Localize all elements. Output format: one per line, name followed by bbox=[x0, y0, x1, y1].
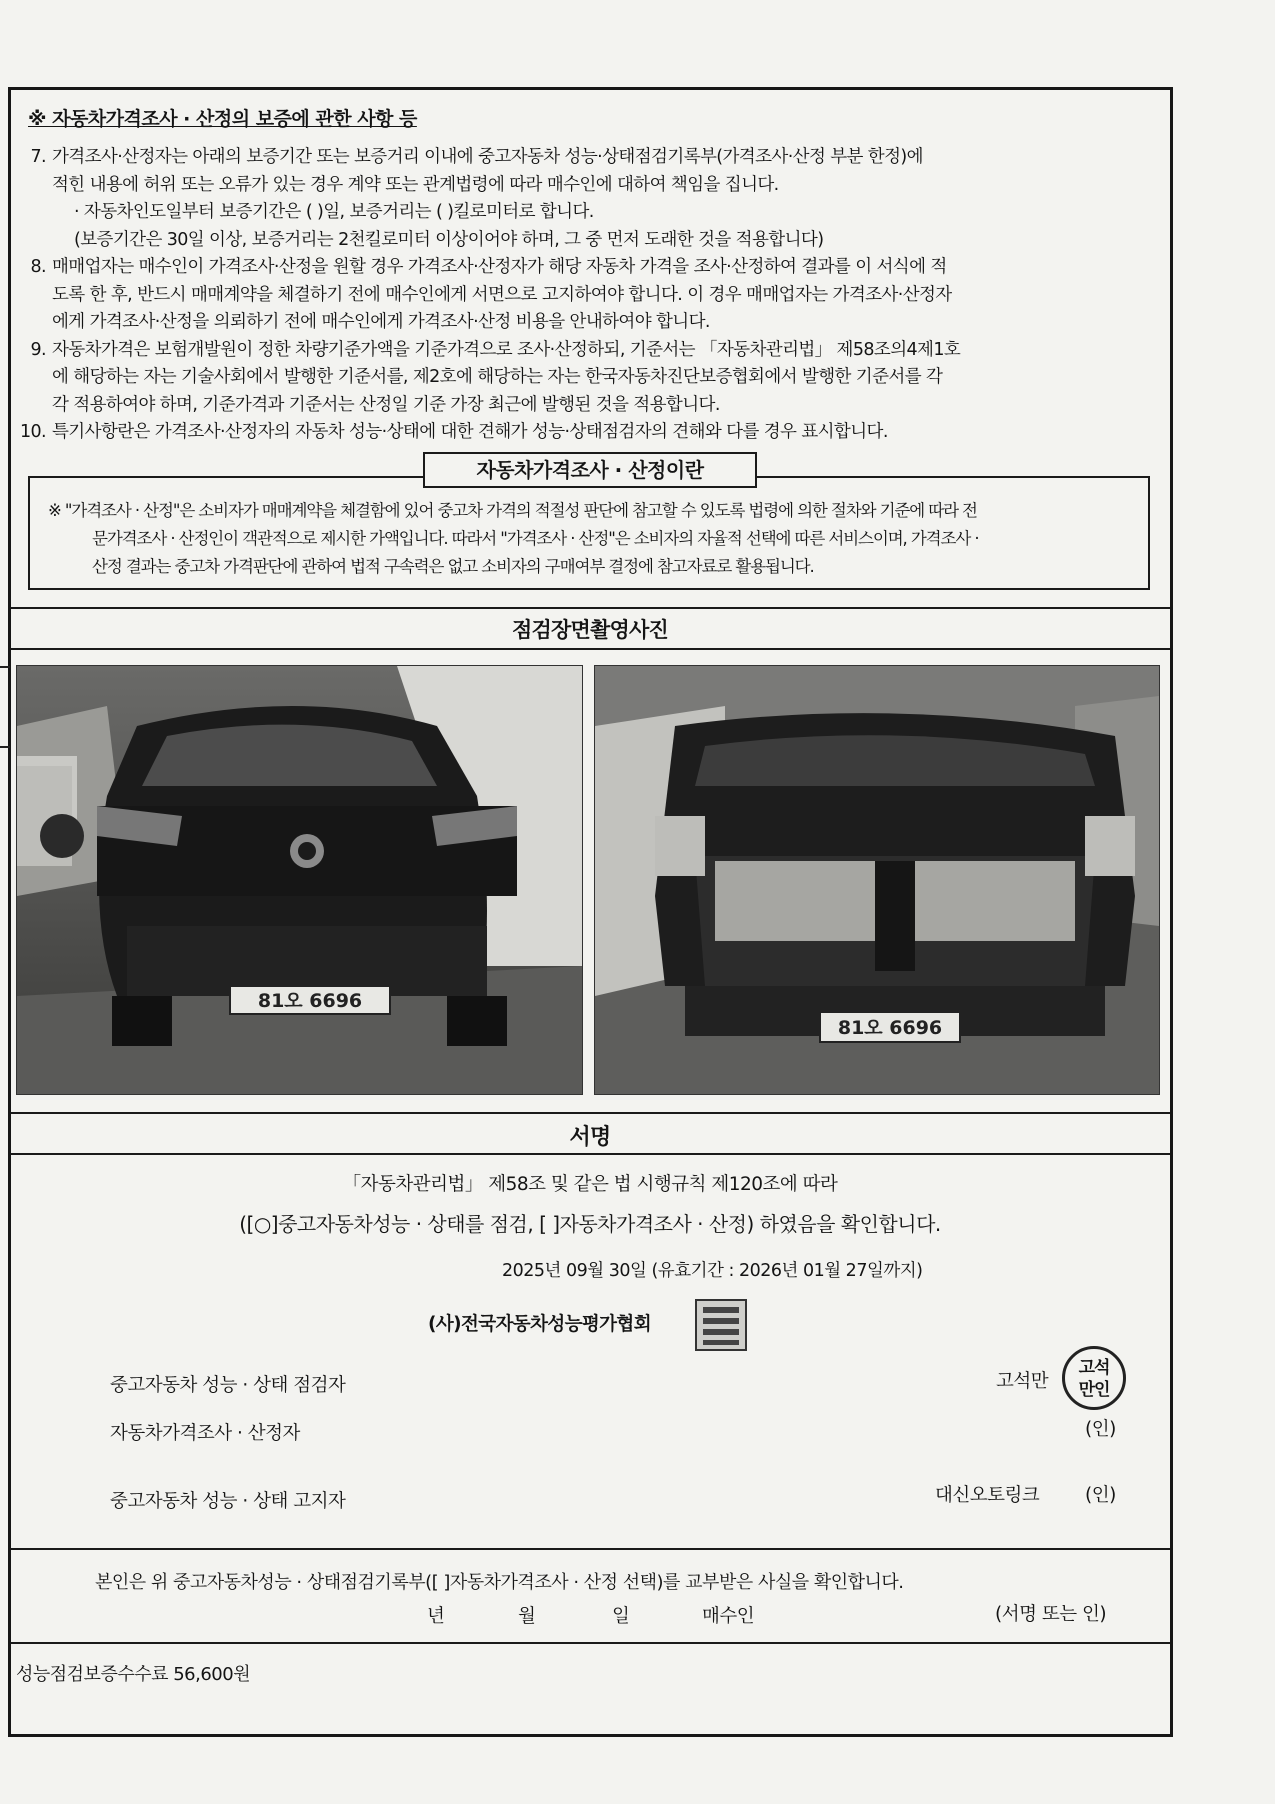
signature-title: 서명 bbox=[569, 1125, 611, 1150]
divider bbox=[10, 1153, 1170, 1155]
rear-license-plate: 81오 6696 bbox=[837, 1017, 943, 1039]
margin-tick bbox=[0, 746, 10, 748]
inspector-seal: 고석 만인 bbox=[1062, 1346, 1126, 1410]
issue-date: 2025년 09월 30일 (유효기간 : 2026년 01월 27일까지) bbox=[502, 1261, 923, 1281]
buyer-label: 매수인 bbox=[702, 1606, 755, 1627]
law-reference: 「자동차관리법」 제58조 및 같은 법 시행규칙 제120조에 따라 bbox=[342, 1174, 838, 1195]
warranty-section-title: ※ 자동차가격조사 · 산정의 보증에 관한 사항 등 bbox=[28, 108, 417, 130]
front-license-plate: 81오 6696 bbox=[257, 990, 363, 1012]
divider bbox=[10, 607, 1170, 609]
warranty-period-note: · 자동차인도일부터 보증기간은 ( )일, 보증거리는 ( )킬로미터로 합니다. (보증기간은 30일 이상, 보증거리는 2천킬로미터 이상이어야 하며, 그 중 먼저 도래한 것을 적용합니다) bbox=[74, 202, 824, 250]
appraiser-seal-mark: (인) bbox=[1085, 1419, 1116, 1440]
warranty-list bbox=[19, 144, 1162, 447]
front-car-image bbox=[17, 666, 582, 1094]
divider bbox=[10, 648, 1170, 650]
inspection-fee: 성능점검보증수수료 56,600원 bbox=[16, 1664, 251, 1685]
buyer-year: 년 bbox=[427, 1606, 445, 1627]
inspection-photo-front bbox=[16, 665, 583, 1095]
photos-title: 점검장면촬영사진 bbox=[512, 618, 668, 642]
appraiser-label: 자동차가격조사 · 산정자 bbox=[110, 1423, 300, 1444]
buyer-signature-label: (서명 또는 인) bbox=[995, 1604, 1107, 1625]
notifier-name: 대신오토링크 bbox=[935, 1485, 1040, 1506]
definition-title: 자동차가격조사 · 산정이란 bbox=[423, 452, 757, 488]
notifier-label: 중고자동차 성능 · 상태 고지자 bbox=[110, 1491, 346, 1512]
buyer-month: 월 bbox=[518, 1606, 536, 1627]
margin-tick bbox=[0, 666, 10, 668]
buyer-confirmation: 본인은 위 중고자동차성능 · 상태점검기록부([ ]자동차가격조사 · 산정 선택)를 교부받은 사실을 확인합니다. bbox=[95, 1572, 904, 1593]
list-item-7: 7. 가격조사·산정자는 아래의 보증기간 또는 보증거리 이내에 중고자동차 성능·상태점검기록부(가격조사·산정 부분 한정)에 적힌 내용에 허위 또는 오류가 있는 경우 계약 또는 관계법령에 따라 매수인에 대하여 책임을 집니다. bbox=[30, 147, 923, 195]
notifier-seal-mark: (인) bbox=[1085, 1485, 1116, 1506]
inspector-label: 중고자동차 성능 · 상태 점검자 bbox=[110, 1375, 346, 1396]
association-name: (사)전국자동차성능평가협회 bbox=[428, 1314, 651, 1335]
inspection-confirmation: ([○]중고자동차성능 · 상태를 점검, [ ]자동차가격조사 · 산정) 하였음을 확인합니다. bbox=[239, 1212, 941, 1236]
divider bbox=[10, 1548, 1170, 1550]
definition-text: ※ "가격조사 · 산정"은 소비자가 매매계약을 체결함에 있어 중고차 가격의 적절성 판단에 참고할 수 있도록 법령에 의한 절차와 기준에 따라 전 문가격조사 · 산정인이 객관적으로 제시한 가액입니다. 따라서 "가격조사 · 산정"은 소비자의 자율적 선택에 따른 서비스이며, 가격조사 · 산정 결과는 중고차 가격판단에 관하여 법적 구속력은 없고 소비자의 구매여부 결정에 참고자료로 활용됩니다. bbox=[48, 501, 979, 576]
buyer-day: 일 bbox=[612, 1606, 630, 1627]
list-item-9: 9. 자동차가격은 보험개발원이 정한 차량기준가액을 기준가격으로 조사·산정하되, 기준서는 「자동차관리법」 제58조의4제1호 에 해당하는 자는 기술사회에서 발행한 기준서를, 제2호에 해당하는 자는 한국자동차진단보증협회에서 발행한 기준서를 각 각 적용하여야 하며, 기준가격과 기준서는 산정일 기준 가장 최근에 발행된 것을 적용합니다. bbox=[30, 339, 961, 415]
rear-car-image bbox=[595, 666, 1159, 1094]
inspection-photo-rear bbox=[594, 665, 1160, 1095]
divider bbox=[10, 1112, 1170, 1114]
list-item-10: 10. 특기사항란은 가격조사·산정자의 자동차 성능·상태에 대한 견해가 성능·상태점검자의 견해와 다를 경우 표시합니다. bbox=[19, 422, 888, 442]
list-item-8: 8. 매매업자는 매수인이 가격조사·산정을 원할 경우 가격조사·산정자가 해당 자동차 가격을 조사·산정하여 결과를 이 서식에 적 도록 한 후, 반드시 매매계약을 체결하기 전에 매수인에게 서면으로 고지하여야 합니다. 이 경우 매매업자는 가격조사·산정자 에게 가격조사·산정을 의뢰하기 전에 매수인에게 가격조사·산정 비용을 안내하여야 합니다. bbox=[30, 257, 952, 332]
inspector-name: 고석만 bbox=[996, 1371, 1049, 1392]
association-seal bbox=[695, 1299, 747, 1351]
divider bbox=[10, 1642, 1170, 1644]
